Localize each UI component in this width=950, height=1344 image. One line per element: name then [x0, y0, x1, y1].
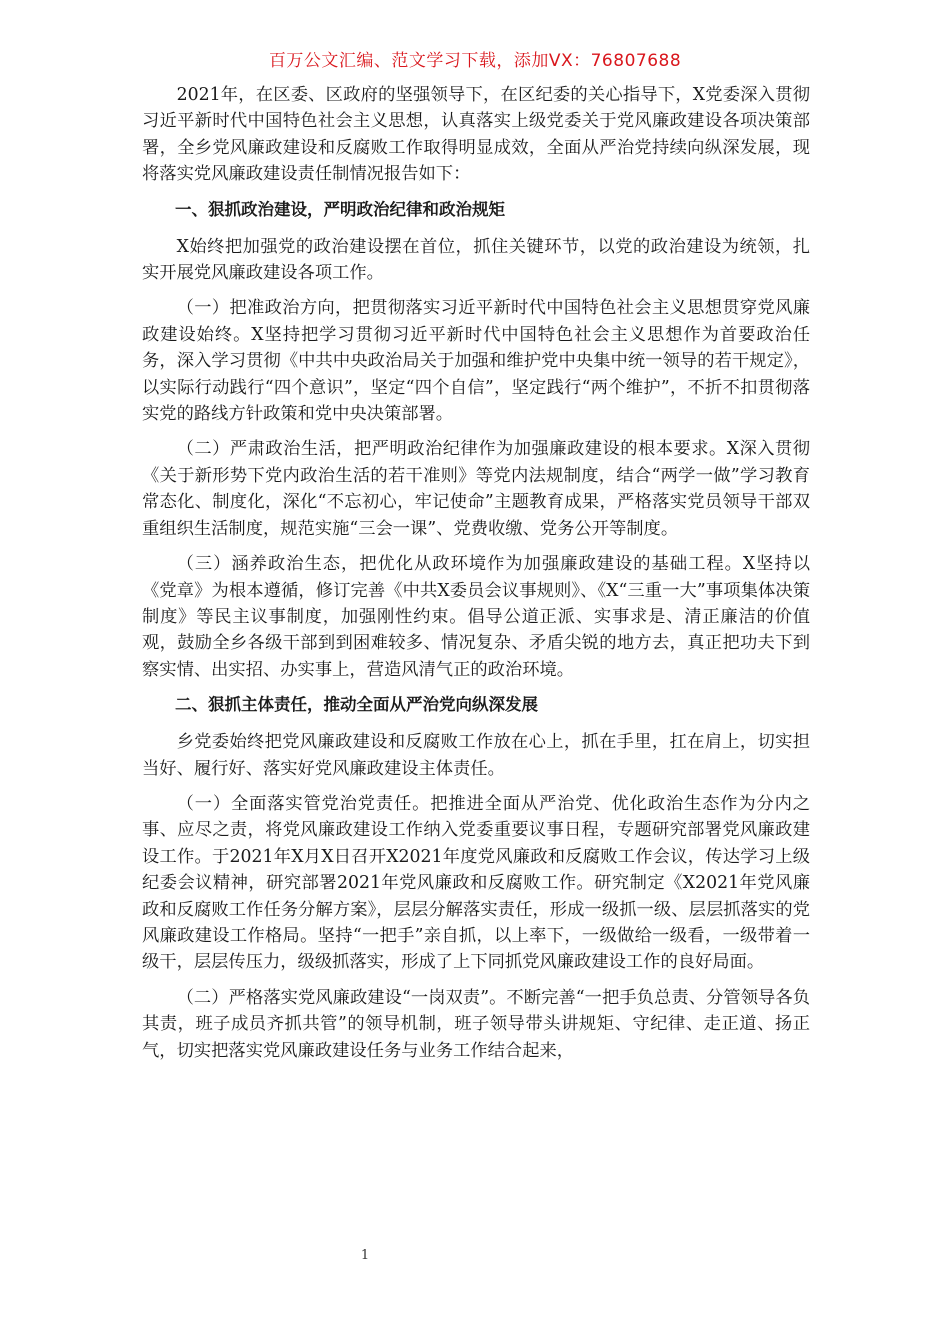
- intro-paragraph: 2021年，在区委、区政府的坚强领导下，在区纪委的关心指导下，X党委深入贯彻习近平新时代中国特色社会主义思想，认真落实上级党委关于党风廉政建设各项决策部署，全乡党风廉政建设和反腐败工作取得明显成效，全面从严治党持续向纵深发展，现将落实党风廉政建设责任制情况报告如下：: [142, 85, 810, 185]
- section-heading-1: 一、狠抓政治建设，严明政治纪律和政治规矩: [175, 199, 505, 219]
- body-paragraph: （三）涵养政治生态，把优化从政环境作为加强廉政建设的基础工程。X坚持以《党章》为根本遵循，修订完善《中共X委员会议事规则》、《X“三重一大”事项集体决策制度》等民主议事制度，加强刚性约束。倡导公道正派、实事求是、清正廉洁的价值观，鼓励全乡各级干部到到困难较多、情况复杂、矛盾尖锐的地方去，真正把功夫下到察实情、出实招、办实事上，营造风清气正的政治环境。: [142, 554, 810, 680]
- body-paragraph: （二）严格落实党风廉政建设“一岗双责”。不断完善“一把手负总责、分管领导各负其责，班子成员齐抓共管”的领导机制，班子领导带头讲规矩、守纪律、走正道、扬正气，切实把落实党风廉政建设任务与业务工作结合起来，: [142, 987, 810, 1061]
- body-paragraph: 乡党委始终把党风廉政建设和反腐败工作放在心上，抓在手里，扛在肩上，切实担当好、履行好、落实好党风廉政建设主体责任。: [142, 732, 810, 779]
- body-paragraph: （一）把准政治方向，把贯彻落实习近平新时代中国特色社会主义思想贯穿党风廉政建设始终。X坚持把学习贯彻习近平新时代中国特色社会主义思想作为首要政治任务，深入学习贯彻《中共中央政治局关于加强和维护党中央集中统一领导的若干规定》，以实际行动践行“四个意识”，坚定“四个自信”，坚定践行“两个维护”，不折不扣贯彻落实党的路线方针政策和党中央决策部署。: [142, 298, 810, 425]
- watermark-banner: 百万公文汇编、范文学习下载，添加VX：76807688: [268, 51, 682, 71]
- body-paragraph: （一）全面落实管党治党责任。把推进全面从严治党、优化政治生态作为分内之事、应尽之责，将党风廉政建设工作纳入党委重要议事日程，专题研究部署党风廉政建设工作。于2021年X月X日召开X2021年度党风廉政和反腐败工作会议，传达学习上级纪委会议精神，研究部署2021年党风廉政和反腐败工作。研究制定《X2021年党风廉政和反腐败工作任务分解方案》，层层分解落实责任，形成一级抓一级、层层抓落实的党风廉政建设工作格局。坚持“一把手”亲自抓，以上率下，一级做给一级看，一级带着一级干，层层传压力，级级抓落实，形成了上下同抓党风廉政建设工作的良好局面。: [142, 793, 810, 973]
- body-paragraph: （二）严肃政治生活，把严明政治纪律作为加强廉政建设的根本要求。X深入贯彻《关于新形势下党内政治生活的若干准则》等党内法规制度，结合“两学一做”学习教育常态化、制度化，深化“不忘初心，牢记使命”主题教育成果，严格落实党员领导干部双重组织生活制度，规范实施“三会一课”、党费收缴、党务公开等制度。: [142, 439, 810, 539]
- page-number: 1: [360, 1248, 370, 1263]
- section-heading-2: 二、狠抓主体责任，推动全面从严治党向纵深发展: [175, 695, 538, 715]
- document-body: [142, 82, 810, 1073]
- body-paragraph: X始终把加强党的政治建设摆在首位，抓住关键环节，以党的政治建设为统领，扎实开展党风廉政建设各项工作。: [142, 236, 810, 284]
